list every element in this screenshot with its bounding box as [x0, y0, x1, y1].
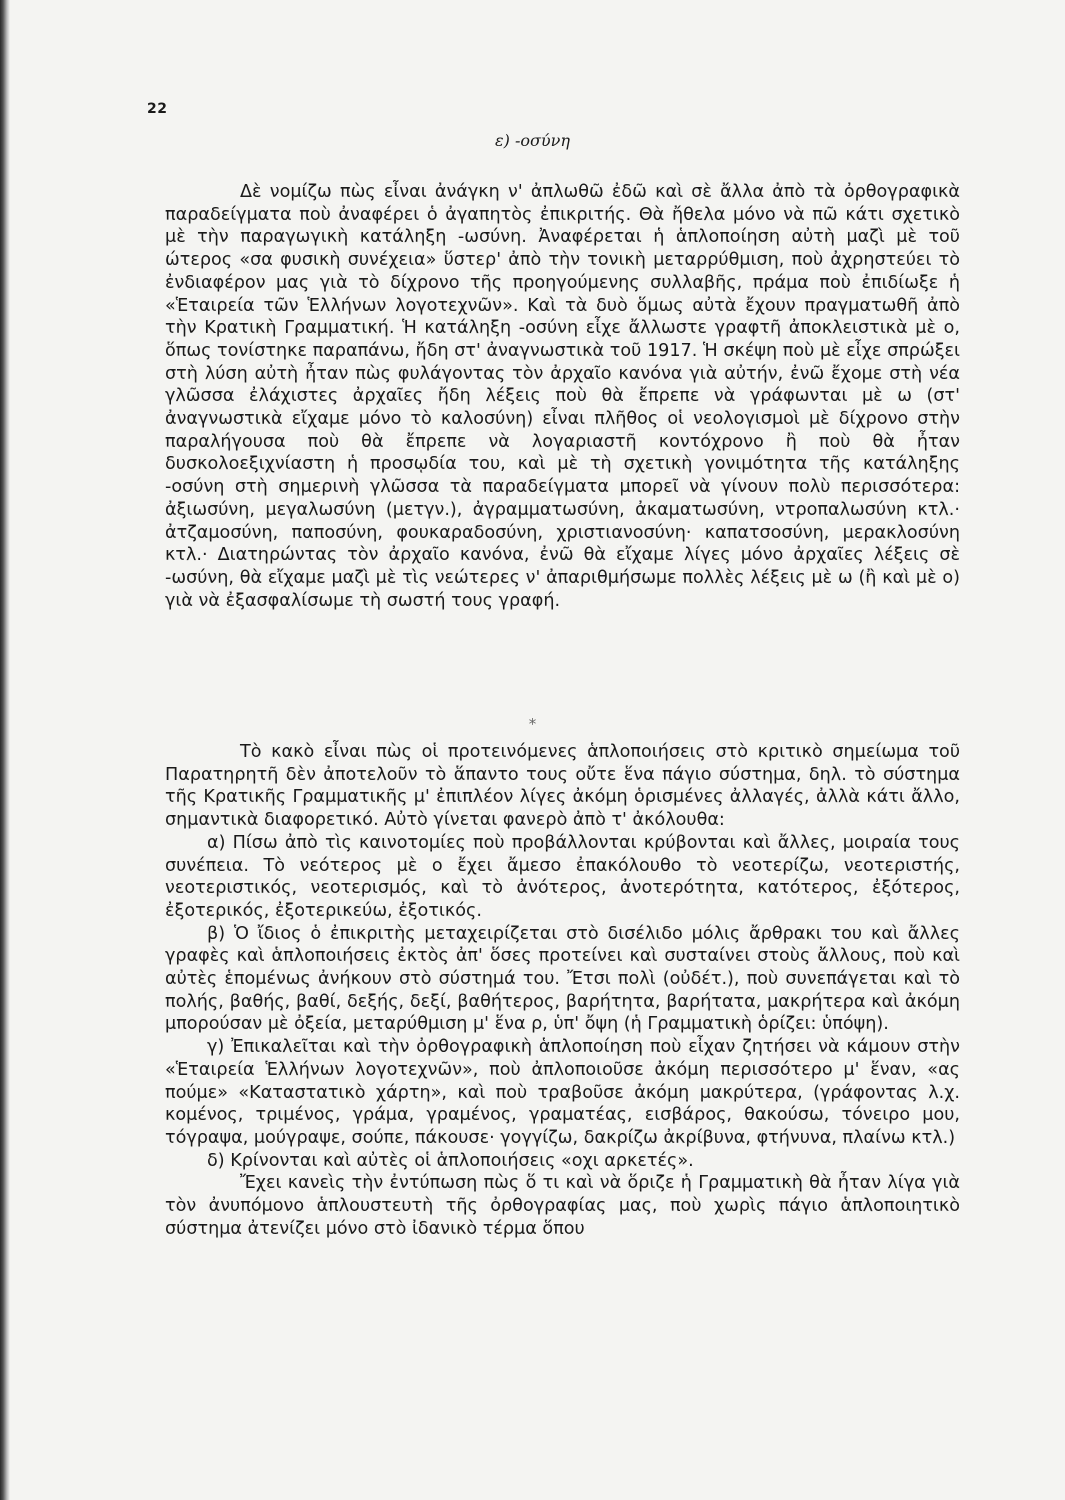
list-item-d: δ) Κρίνονται καὶ αὐτὲς οἱ ἁπλοποιήσεις «οχι αρκετές». [207, 1150, 694, 1171]
list-item-a: α) Πίσω ἀπὸ τὶς καινοτομίες ποὺ προβάλλονται κρύβονται καὶ ἄλλες, μοιραία τους συνέπεια. Τὸ νεότερος μὲ ο ἔχει ἄμεσο ἐπακόλουθο τὸ νεοτερίζω, νεοτεριστής, νεοτεριστικός, νεοτερισμός, καὶ τὸ ἀνότερος, ἀνοτερότητα, κατότερος, ἐξότερος, ἐξοτερικός, ἐξοτερικεύω, ἐξοτικός. [165, 832, 960, 921]
list-item-c: γ) Ἐπικαλεῖται καὶ τὴν ὀρθογραφικὴ ἁπλοποίηση ποὺ εἶχαν ζητήσει νὰ κάμουν στὴν «Ἑταιρεία Ἑλλήνων λογοτεχνῶν», ποὺ ἀπλοποιοῦσε ἀκόμη περισσότερο μ' ἕναν, «ας πούμε» «Καταστατικὸ χάρτη», καὶ ποὺ τραβοῦσε ἀκόμη μακρύτερα, (γράφοντας λ.χ. κομένος, τριμένος, γράμα, γραμένος, γραματέας, εισβάρος, θακούσω, τόνειρο μου, τόγραψα, μούγραψε, σούπε, πάκουσε· γογγίζω, δακρίζω ἀκρίβυνα, φτήνυνα, πλαίνω κτλ.) [165, 1037, 960, 1148]
paragraph: Δὲ νομίζω πὼς εἶναι ἀνάγκη ν' ἀπλωθῶ ἐδῶ καὶ σὲ ἄλλα ἀπὸ τὰ ὀρθογραφικὰ παραδείγματα ποὺ ἀναφέρει ὁ ἀγαπητὸς ἐπικριτής. Θὰ ἤθελα μόνο νὰ πῶ κάτι σχετικὸ μὲ τὴν παραγωγικὴ κατάληξη -ωσύνη. Ἀναφέρεται ἡ ἁπλοποίηση αὐτὴ μαζὶ μὲ τοῦ ώτερος «σα φυσικὴ συνέχεια» ὕστερ' ἀπὸ τὴν τονικὴ μεταρρύθμιση, ποὺ ἀχρηστεύει τὸ ἐνδιαφέρον μας γιὰ τὸ δίχρονο τῆς προηγούμενης συλλαβῆς, πράμα ποὺ ἐπιδίωξε ἡ «Ἑταιρεία τῶν Ἑλλήνων λογοτεχνῶν». Καὶ τὰ δυὸ ὅμως αὐτὰ ἔχουν πραγματωθῆ ἀπὸ τὴν Κρατικὴ Γραμματική. Ἡ κατάληξη -οσύνη εἶχε ἄλλωστε γραφτῆ ἀποκλειστικὰ μὲ ο, ὅπως τονίστηκε παραπάνω, ἤδη στ' ἀναγνωστικὰ τοῦ 1917. Ἡ σκέψη ποὺ μὲ εἶχε σπρώξει στὴ λύση αὐτὴ ἦταν πὼς φυλάγοντας τὸν ἀρχαῖο κανόνα γιὰ αὐτήν, ἐνῶ ἔχομε στὴ νέα γλῶσσα ἐλάχιστες ἀρχαῖες ἤδη λέξεις ποὺ θὰ ἔπρεπε νὰ γράφωνται μὲ ω (στ' ἀναγνωστικὰ εἴχαμε μόνο τὸ καλοσύνη) εἶναι πλῆθος οἱ νεολογισμοὶ μὲ δίχρονο στὴν παραλήγουσα ποὺ θὰ ἔπρεπε νὰ λογαριαστῆ κοντόχρονο ἢ ποὺ θὰ ἦταν δυσκολοεξιχνίαστη ἡ προσῳδία του, καὶ μὲ τὴ σχετικὴ γονιμότητα τῆς κατάληξης -οσύνη στὴ σημερινὴ γλῶσσα τὰ παραδείγματα μπορεῖ νὰ γίνουν πολὺ περισσότερα: ἀξιωσύνη, μεγαλωσύνη (μετγν.), ἀγραμματωσύνη, ἀκαματωσύνη, ντροπαλωσύνη κτλ.· ἀτζαμοσύνη, παποσύνη, φουκαραδοσύνη, χριστιανοσύνη· καπατσοσύνη, μερακλοσύνη κτλ.· Διατηρώντας τὸν ἀρχαῖο κανόνα, ἐνῶ θὰ εἴχαμε λίγες μόνο ἀρχαῖες λέξεις σὲ -ωσύνη, θὰ εἴχαμε μαζὶ μὲ τὶς νεώτερες ν' ἀπαριθμήσωμε πολλὲς λέξεις μὲ ω (ἢ καὶ μὲ ο) γιὰ νὰ ἐξασφαλίσωμε τὴ σωστή τους γραφή. [165, 182, 960, 611]
list-item-b: β) Ὁ ἴδιος ὁ ἐπικριτὴς μεταχειρίζεται στὸ δισέλιδο μόλις ἄρθρακι του καὶ ἄλλες γραφὲς καὶ ἁπλοποιήσεις ἐκτὸς ἀπ' ὅσες προτείνει καὶ συσταίνει στοὺς ἄλλους, ποὺ καὶ αὐτὲς ἑπομένως ἀνήκουν στὸ σύστημά του. Ἔτσι πολὶ (οὐδέτ.), ποὺ συνεπάγεται καὶ τὸ πολής, βαθής, βαθί, δεξής, δεξί, βαθήτερος, βαρήτητα, βαρήτατα, μακρήτερα καὶ ἀκόμη μπορούσαν μὲ ὀξεία, μεταρύθμιση μ' ἕνα ρ, ὑπ' ὄψη (ἡ Γραμματικὴ ὁρίζει: ὑπόψη). [165, 923, 960, 1035]
section-heading: ε) -οσύνη [495, 131, 570, 150]
paragraph-closing: Ἔχει κανεὶς τὴν ἐντύπωση πὼς ὅ τι καὶ νὰ ὅριζε ἡ Γραμματικὴ θὰ ἦταν λίγα γιὰ τὸν ἀνυπόμονο ἁπλουστευτὴ τῆς ὀρθογραφίας μας, ποὺ χωρὶς πάγιο ἁπλοποιητικὸ σύστημα ἀτενίζει μόνο στὸ ἰδανικὸ τέρμα ὅπου [165, 1173, 960, 1239]
text-block-1 [165, 181, 960, 612]
paragraph-intro: Τὸ κακὸ εἶναι πὼς οἱ προτεινόμενες ἁπλοποιήσεις στὸ κριτικὸ σημείωμα τοῦ Παρατηρητῆ δὲν ἀποτελοῦν τὸ ἅπαντο τους οὔτε ἕνα πάγιο σύστημα, δηλ. τὸ σύστημα τῆς Κρατικῆς Γραμματικῆς μ' ἐπιπλέον λίγες ἀκόμη ὁρισμένες ἀλλαγές, ἀλλὰ κάτι ἄλλο, σημαντικὰ διαφορετικό. Αὐτὸ γίνεται φανερὸ ἀπὸ τ' ἀκόλουθα: [165, 742, 960, 831]
page-edge-shadow [0, 0, 10, 1500]
text-block-2 [165, 741, 960, 1240]
page-number: 22 [147, 101, 168, 117]
section-separator: * [528, 715, 537, 733]
